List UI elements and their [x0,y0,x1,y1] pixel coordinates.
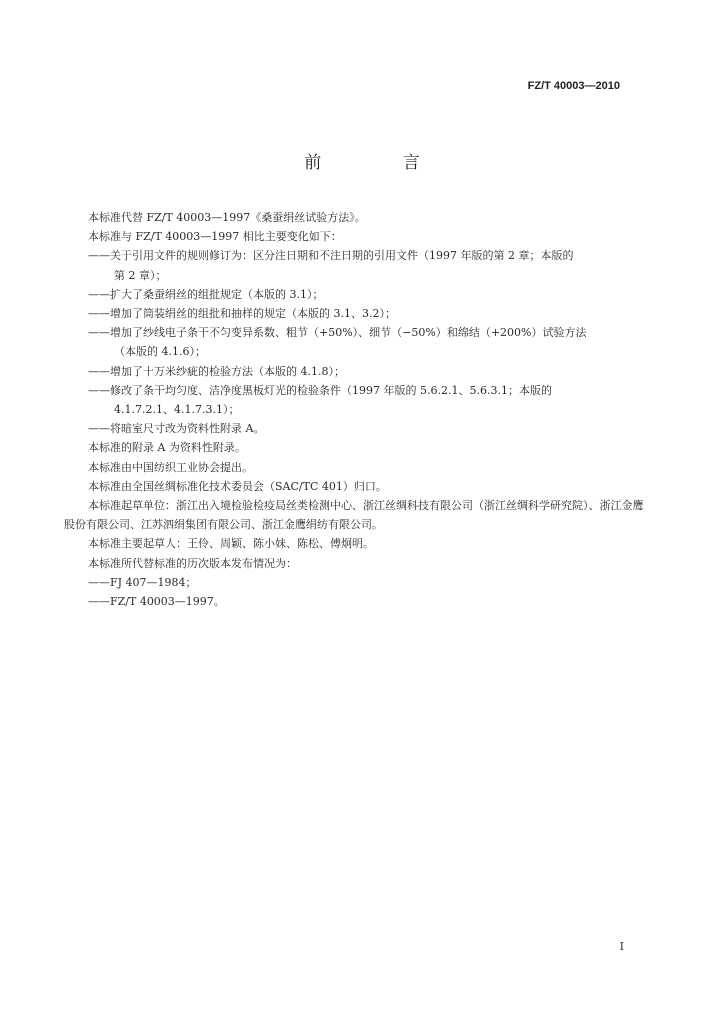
list-item-continuation: 第 2 章）； [114,268,167,282]
list-item-text: ——增加了十万米纱疵的检验方法（本版的 4.1.8）； [88,364,345,378]
document-body [64,208,646,611]
list-item-text: ——FZ/T 40003—1997。 [88,595,225,609]
list-item-text: ——FJ 407—1984； [88,575,197,589]
paragraph: 本标准主要起草人：王伶、周颖、陈小妹、陈松、傅炯明。 [88,537,374,551]
list-item-continuation: （本版的 4.1.6）； [114,345,206,359]
page-number: I [619,940,624,953]
paragraph: 本标准由全国丝绸标准化技术委员会（SAC/TC 401）归口。 [88,479,387,493]
list-item-text: ——关于引用文件的规则修订为：区分注日期和不注日期的引用文件（1997 年版的第 2 章；本版的 [88,249,574,263]
list-item-text: ——增加了纱线电子条干不匀变异系数、粗节（+50%）、细节（−50%）和绵结（+200%）试验方法 [88,326,587,340]
list-item [64,381,646,419]
paragraph: 本标准起草单位：浙江出入境检验检疫局丝类检测中心、浙江丝绸科技有限公司（浙江丝绸科学研究院）、浙江金鹰股份有限公司、江苏泗绢集团有限公司、浙江金鹰绢纺有限公司。 [64,499,644,532]
page-title: 前 言 [304,153,458,173]
list-item [64,323,646,361]
paragraph: 本标准与 FZ/T 40003—1997 相比主要变化如下： [88,230,342,244]
list-item [64,304,646,323]
list-item [64,285,646,304]
list-item-text: ——修改了条干均匀度、洁净度黑板灯光的检验条件（1997 年版的 5.6.2.1、5.6.3.1；本版的 [88,383,552,397]
standard-code: FZ/T 40003—2010 [527,80,620,92]
list-item [64,246,646,284]
list-item [64,592,646,611]
list-item [64,362,646,381]
list-item [64,419,646,438]
paragraph: 本标准所代替标准的历次版本发布情况为： [88,556,297,570]
list-item [64,573,646,592]
list-item-continuation: 4.1.7.2.1、4.1.7.3.1）； [114,403,240,417]
list-item-text: ——扩大了桑蚕绢丝的组批规定（本版的 3.1）； [88,287,324,301]
paragraph: 本标准的附录 A 为资料性附录。 [88,441,246,455]
paragraph: 本标准由中国纺织工业协会提出。 [88,460,253,474]
list-item-text: ——将暗室尺寸改为资料性附录 A。 [88,422,265,436]
list-item-text: ——增加了筒装绢丝的组批和抽样的规定（本版的 3.1、3.2）； [88,307,396,321]
paragraph: 本标准代替 FZ/T 40003—1997《桑蚕绢丝试验方法》。 [88,211,366,224]
